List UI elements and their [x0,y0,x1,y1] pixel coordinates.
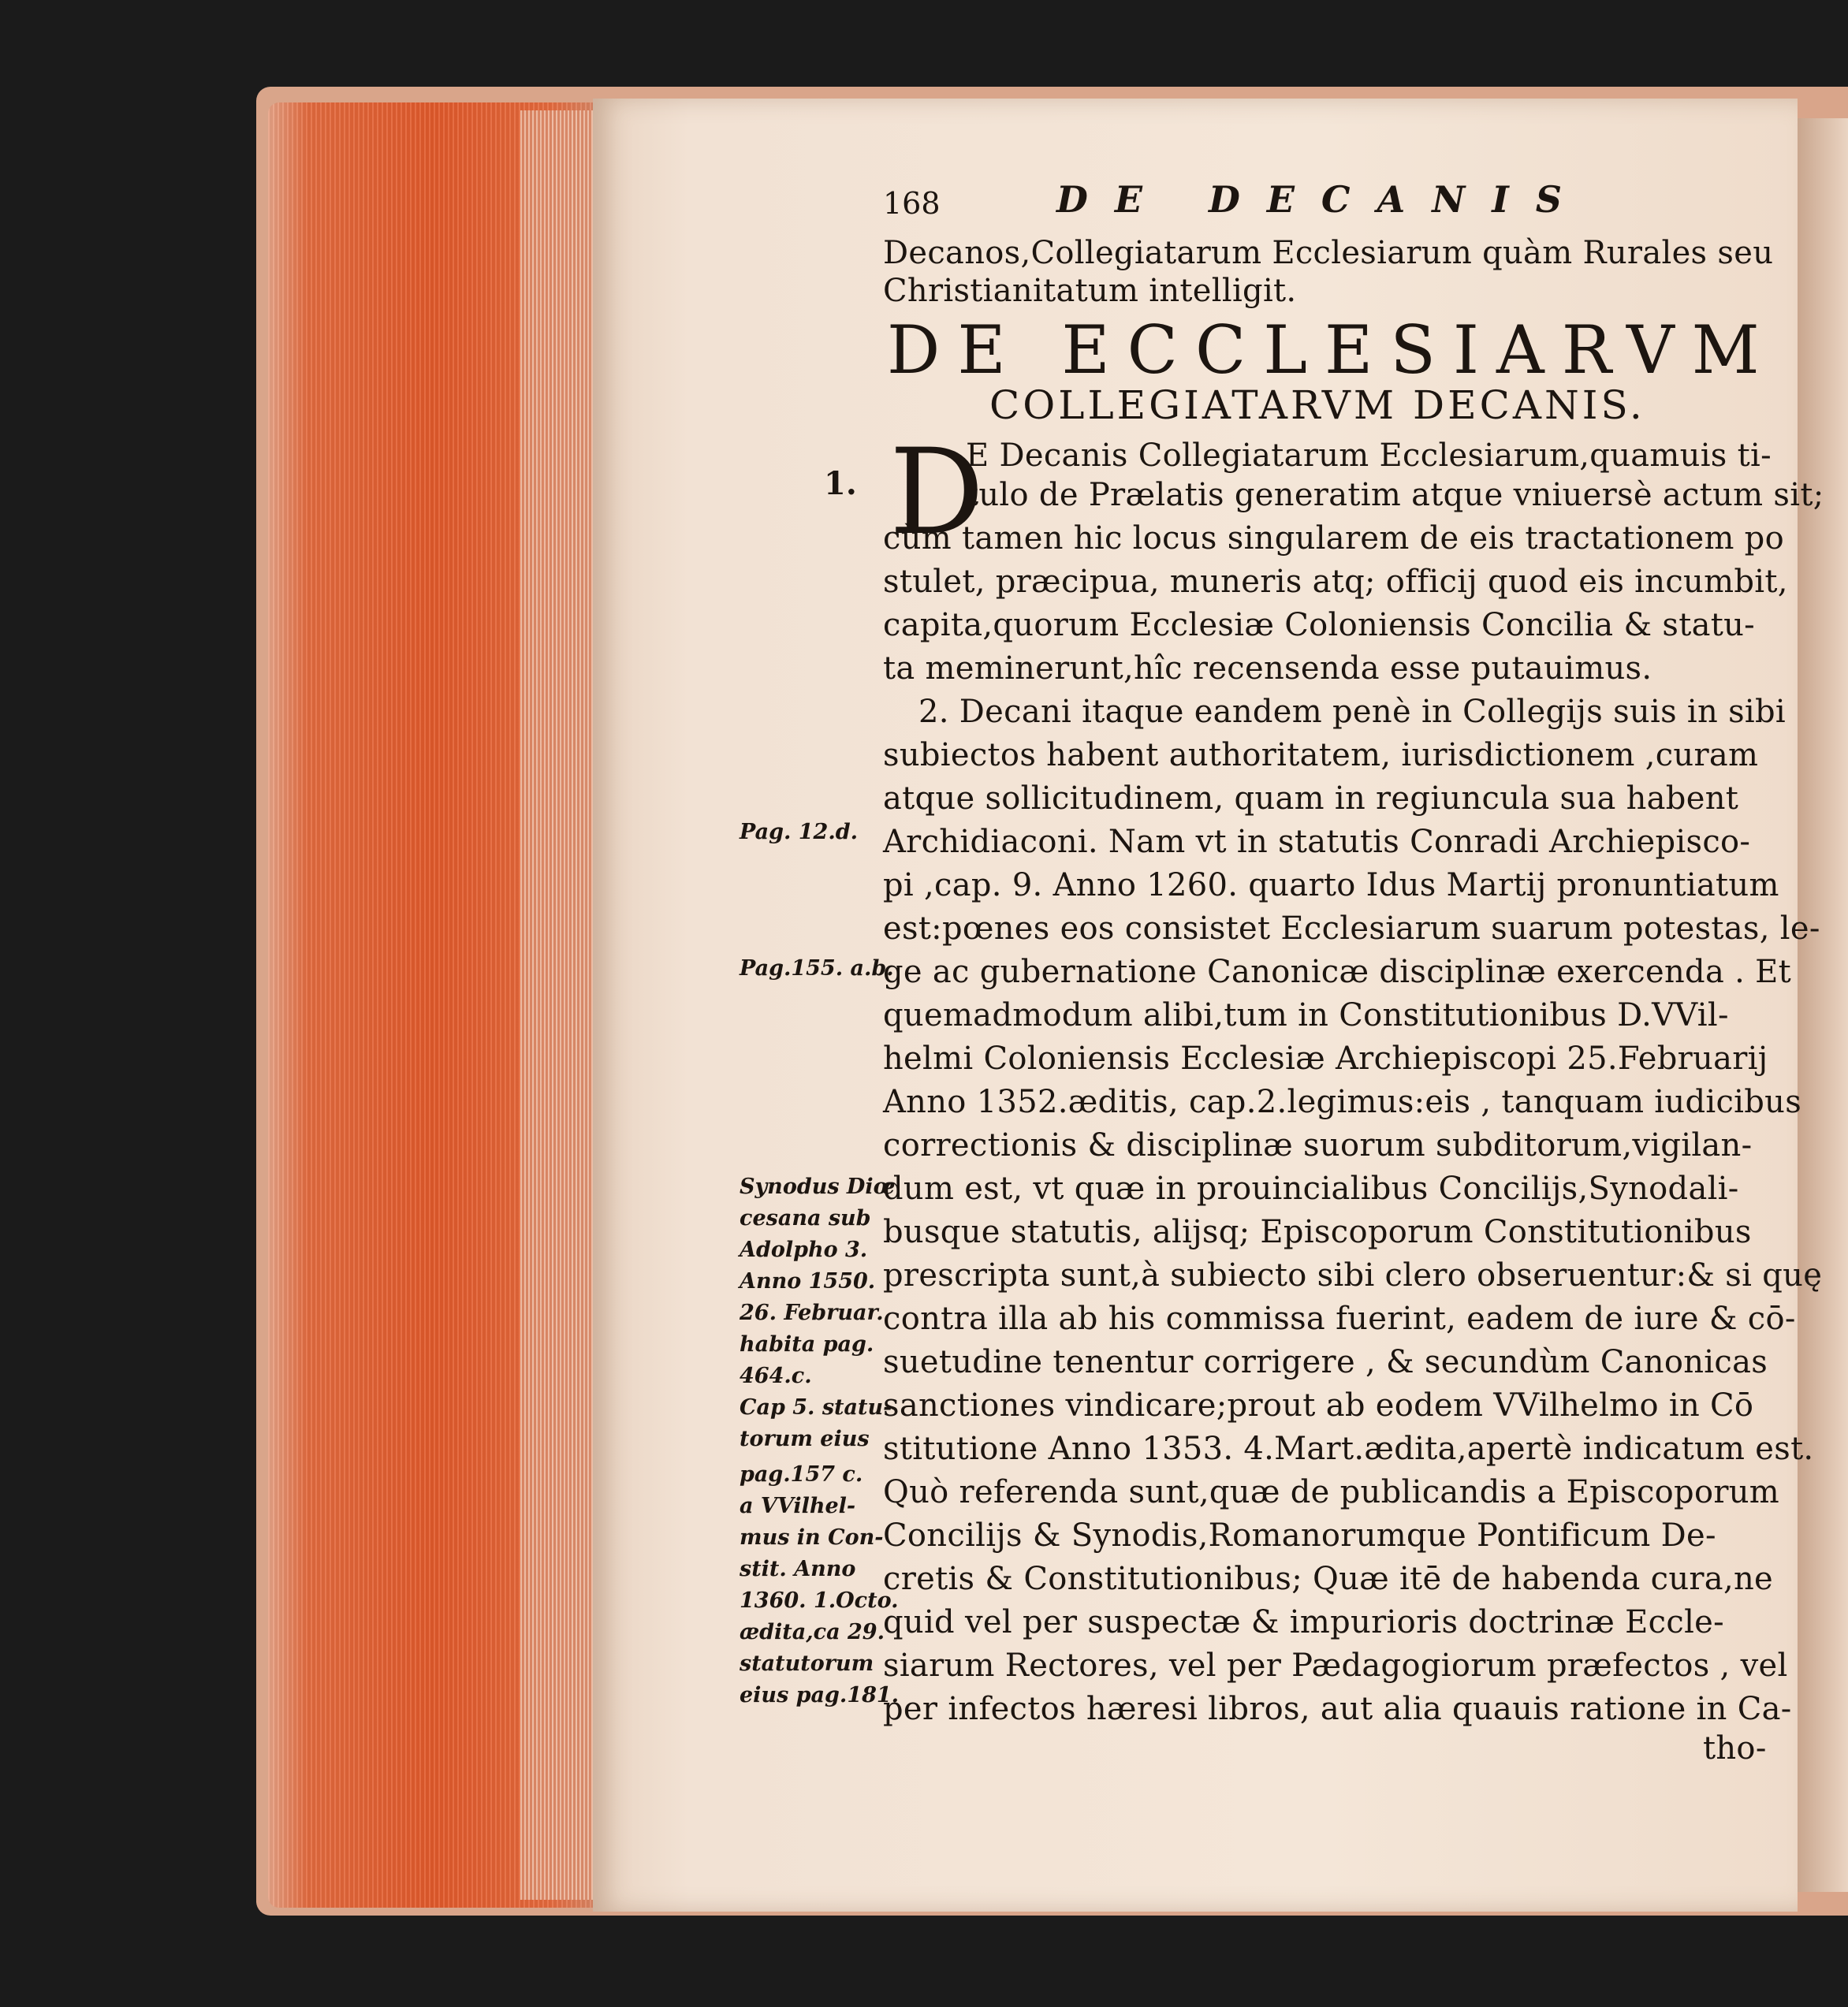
catchword: tho- [1703,1730,1767,1767]
margin-note: stit. Anno [740,1557,856,1581]
margin-note: Anno 1550. [740,1269,876,1294]
page-edges [520,110,599,1900]
margin-note: Synodus Diœ [740,1175,896,1199]
body-line: atque sollicitudinem, quam in regiuncula sua habent [883,780,1739,817]
intro-line: Christianitatum intelligit. [883,273,1297,309]
body-line: 2. Decani itaque eandem penè in Collegijs suis in sibi [918,694,1787,730]
body-line: subiectos habent authoritatem, iurisdictionem ,curam [883,737,1759,773]
margin-note: 464.c. [740,1364,812,1388]
margin-note: 1360. 1.Octo. [740,1588,899,1613]
body-line: Anno 1352.æditis, cap.2.legimus:eis , tanquam iudicibus [883,1084,1802,1120]
drop-capital: D [889,424,985,561]
body-line: correctionis & disciplinæ suorum subditorum,vigilan- [883,1127,1753,1164]
margin-note: 26. Februar. [740,1301,884,1325]
body-line: E Decanis Collegiatarum Ecclesiarum,quamuis ti- [966,438,1772,474]
margin-note: pag.157 c. [740,1462,863,1487]
page-number: 168 [883,186,941,221]
body-line: contra illa ab his commissa fuerint, eadem de iure & cō- [883,1301,1796,1337]
body-line: pi ,cap. 9. Anno 1260. quarto Idus Martij pronuntiatum [883,867,1779,903]
margin-note: Pag.155. a.b. [740,956,894,981]
body-line: prescripta sunt,à subiecto sibi clero obseruentur:& si quę [883,1257,1823,1294]
body-line: per infectos hæresi libros, aut alia quauis ratione in Ca- [883,1691,1792,1727]
body-line: Concilijs & Synodis,Romanorumque Pontificum De- [883,1517,1716,1554]
margin-note: Cap 5. statu- [740,1395,892,1420]
body-line: sanctiones vindicare;prout ab eodem VVilhelmo in Cō [883,1387,1754,1424]
body-line: ta meminerunt,hîc recensenda esse putauimus. [883,650,1652,687]
margin-note: eius pag.181. [740,1683,900,1707]
running-head: DE DECANIS [1056,178,1589,221]
margin-note: ædita,ca 29. [740,1620,885,1644]
body-line: capita,quorum Ecclesiæ Coloniensis Concilia & statu- [883,607,1755,643]
body-line: quemadmodum alibi,tum in Constitutionibus D.VVil- [883,997,1729,1033]
body-line: stitutione Anno 1353. 4.Mart.ædita,apertè indicatum est. [883,1431,1814,1467]
margin-note: Adolpho 3. [740,1238,868,1262]
body-line: ge ac gubernatione Canonicæ disciplinæ exercenda . Et [883,954,1792,990]
section-subtitle: COLLEGIATARVM DECANIS. [989,382,1645,428]
margin-note: a VVilhel- [740,1494,856,1518]
intro-line: Decanos,Collegiatarum Ecclesiarum quàm Rurales seu [883,235,1774,271]
body-line: tulo de Prælatis generatim atque vniuersè actum sit; [966,477,1824,513]
body-line: cùm tamen hic locus singularem de eis tractationem po [883,520,1784,557]
margin-note: mus in Con- [740,1525,884,1550]
body-line: helmi Coloniensis Ecclesiæ Archiepiscopi 25.Februarij [883,1041,1768,1077]
body-line: stulet, præcipua, muneris atq; officij quod eis incumbit, [883,564,1788,600]
margin-note: cesana sub [740,1206,871,1231]
section-number: 1. [824,465,857,502]
body-line: quid vel per suspectæ & impurioris doctrinæ Eccle- [883,1604,1724,1640]
section-title: DE ECCLESIARVM [887,311,1777,389]
body-line: est:pœnes eos consistet Ecclesiarum suarum potestas, le- [883,910,1820,947]
margin-note: Pag. 12.d. [740,820,859,844]
facing-page-edge [1798,118,1848,1892]
body-line: suetudine tenentur corrigere , & secundùm Canonicas [883,1344,1768,1380]
body-line: siarum Rectores, vel per Pædagogiorum præfectos , vel [883,1648,1788,1684]
margin-note: habita pag. [740,1332,874,1357]
body-line: dum est, vt quæ in prouincialibus Concilijs,Synodali- [883,1171,1739,1207]
margin-note: statutorum [740,1651,874,1676]
body-line: busque statutis, alijsq; Episcoporum Constitutionibus [883,1214,1752,1250]
body-line: Quò referenda sunt,quæ de publicandis a Episcoporum [883,1474,1780,1510]
body-line: cretis & Constitutionibus; Quæ itē de habenda cura,ne [883,1561,1774,1597]
margin-note: torum eius [740,1427,870,1451]
body-line: Archidiaconi. Nam vt in statutis Conradi Archiepisco- [883,824,1751,860]
